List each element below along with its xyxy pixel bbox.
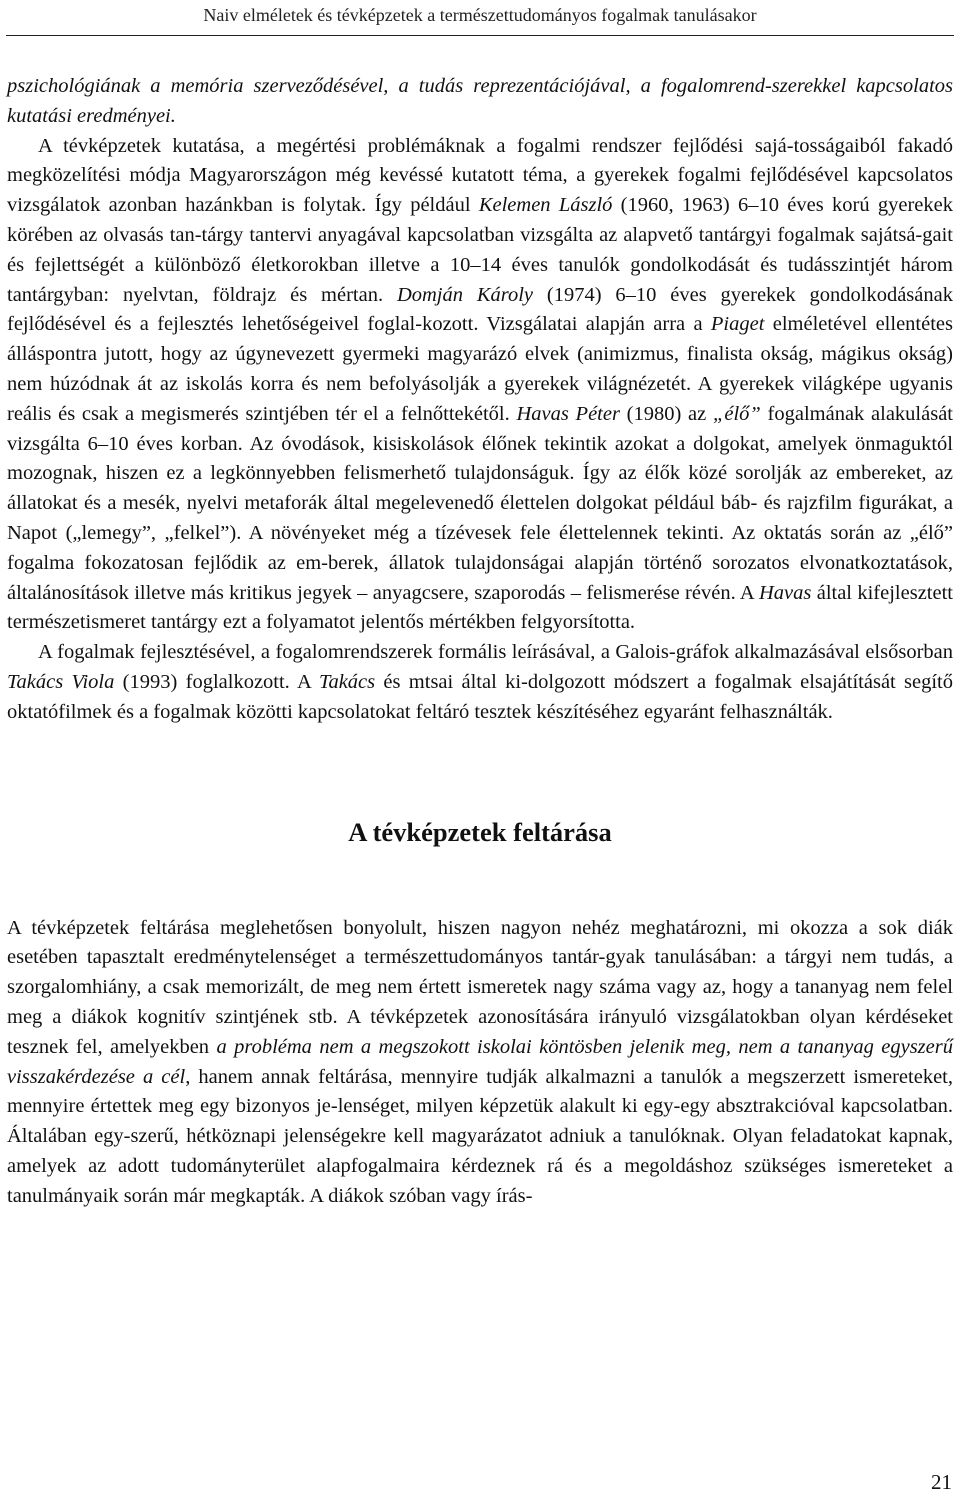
text-run: által kifejlesztett természetismeret tantárgy ezt a folyamatot jelentős mértékben felgyorsította. [7,581,953,634]
text-run: (1980) az [619,402,713,425]
italic-text-run: pszichológiának a memória szerveződésével, a tudás reprezentációjával, a fogalomrend-szerekkel kapcsolatos kutatási eredményei. [7,75,953,127]
italic-text-run: Havas Péter [516,402,620,425]
text-run: , hanem annak feltárása, mennyire tudják alkalmazni a tanulók a megszerzett ismereteket, mennyire értettek meg egy bizonyos je-lenséget, milyen képzetük alakult ki egy-egy absztrakcióval kapcsolatban. Általában egy-szerű, hétköznapi jelenségekre kell magyarázatot adniuk a tanulóknak. Olyan feladatokat kapnak, amelyek az adott tudományterület alapfogalmaira kérdeznek rá és a megoldáshoz szükséges ismereteket a tanulmányaik során már megkapták. A diákok szóban vagy írás- [7,1065,953,1207]
paragraph-misconception-discovery [7,914,953,1212]
italic-text-run: a probléma nem a megszokott iskolai köntösben jelenik meg, nem a tananyag egyszerű visszakérdezése a cél [7,1035,953,1088]
header-rule [6,35,954,36]
page-body [7,72,953,1212]
italic-text-run: Havas [758,581,812,604]
text-run: (1960, 1963) 6–10 éves korú gyerekek körében az olvasás tan-tárgy tantervi anyagával kapcsolatban vizsgálta az alapvető tantárgyi fogalmak sajátsá-gait és fejlettségét a különböző életkorokban illetve a 10–14 éves tanulók gondolkodását és tudásszintjét három tantárgyban: nyelvtan, földrajz és mértan. [7,194,953,306]
italic-text-run: Takács [318,670,376,693]
paragraph-continuation [7,72,953,132]
text-run: (1974) 6–10 éves gyerekek gondolkodásának fejlődésével és a fejlesztés lehetőségeivel foglal-kozott. Vizsgálatai alapján arra a [7,283,953,336]
italic-text-run: Domján Károly [396,283,534,306]
text-run: elméletével ellentétes álláspontra jutott, hogy az úgynevezett gyermeki magyarázó elvek (animizmus, finalista okság, mágikus okság) nem húzódnak át az iskolás korra és nem befolyásolják a gyerekek világnézetét. A gyerekek világképe ugyanis reális és csak a megismerés szintjében tér el a felnőttekétől. [7,313,953,425]
italic-text-run: Piaget [710,313,765,336]
paragraph-concept-development [7,638,953,727]
italic-text-run: Kelemen László [478,194,613,217]
italic-text-run: Takács Viola [7,670,115,693]
text-run: A fogalmak fejlesztésével, a fogalomrendszerek formális leírásával, a Galois-gráfok alkalmazásával elsősorban [38,641,953,664]
section-heading: A tévképzetek feltárása [348,816,612,847]
paragraph-research-history [7,132,953,639]
italic-text-run: „élő” [712,402,761,425]
page-number: 21 [931,1470,952,1494]
text-run: (1993) foglalkozott. A [114,670,319,693]
text-run: fogalmának alakulását vizsgálta 6–10 éves korban. Az óvodások, kisiskolások élőnek tekintik azokat a dolgokat, amelyek önmaguktól mozognak, hiszen ez a legkönnyebben felismerhető tulajdonságuk. Így az élők közé sorolják az embereket, az állatokat és a mesék, nyelvi metaforák által megelevenedő élettelen dolgokat például báb- és rajzfilm figurákat, a Napot („lemegy”, „felkel”). A növényeket még a tízévesek fele élettelennek tekinti. Az oktatás során az „élő” fogalma fokozatosan fejlődik az em-berek, állatok tulajdonságai alapján történő sorozatos elvonatkoztatások, általánosítások illetve más kritikus jegyek – anyagcsere, szaporodás – felismerése révén. A [7,402,953,604]
text-run: és mtsai által ki-dolgozott módszert a fogalmak elsajátítását segítő oktatófilmek és a fogalmak közötti kapcsolatokat feltáró tesztek készítéséhez egyaránt felhasználták. [7,670,953,723]
text-run: A tévképzetek kutatása, a megértési problémáknak a fogalmi rendszer fejlődési sajá-tosságaiból fakadó megközelítési módja Magyarországon még kevéssé kutatott téma, a gyerekek fogalmi fejlődésével kapcsolatos vizsgálatok azonban hazánkban is folytak. Így például [7,134,953,217]
running-header: Naiv elméletek és tévképzetek a természettudományos fogalmak tanulásakor [203,5,757,25]
text-run: A tévképzetek feltárása meglehetősen bonyolult, hiszen nagyon nehéz meghatározni, mi okozza a sok diák esetében tapasztalt eredménytelenséget a természettudományos tantár-gyak tanulásában: a tárgyi nem tudás, a szorgalomhiány, a csak memorizált, de meg nem értett ismeretek nagy száma vagy az, hogy a tananyag nem felel meg a diákok kognitív szintjének stb. A tévképzetek azonosítására irányuló vizsgálatokban olyan kérdéseket tesznek fel, amelyekben [7,916,953,1058]
